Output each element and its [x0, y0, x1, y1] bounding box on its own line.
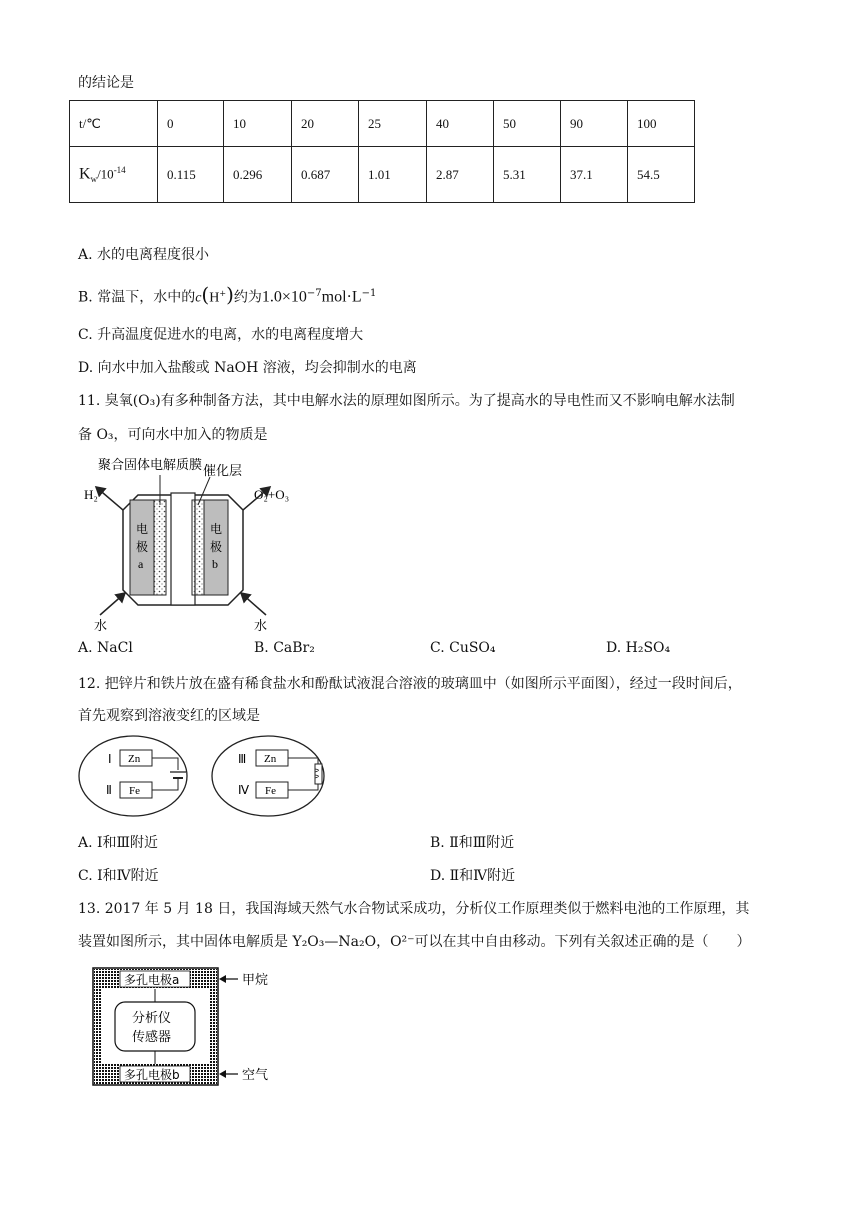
q13-stem-line2: 装置如图所示，其中固体电解质是 Y₂O₃—Na₂O，O²⁻可以在其中自由移动。下列有关叙述正确的是（ ）: [78, 934, 751, 950]
table-cell: 40: [427, 101, 494, 147]
table-cell: 50: [494, 101, 561, 147]
table-cell: 1.01: [359, 147, 427, 203]
q12-stem-line2: 首先观察到溶液变红的区域是: [78, 708, 260, 724]
resistor-symbol: [315, 764, 322, 784]
q11-stem-line2: 备 O₃，可向水中加入的物质是: [78, 427, 268, 443]
svg-text:b: b: [212, 557, 218, 571]
dish-right: [212, 736, 324, 816]
table-cell: 0.115: [158, 147, 224, 203]
intro-text: 的结论是: [78, 75, 134, 91]
q11-option-a: A. NaCl: [78, 640, 133, 656]
air-label: 空气: [242, 1068, 269, 1083]
membrane-label: 聚合固体电解质膜: [98, 458, 203, 473]
table-cell: 20: [292, 101, 359, 147]
svg-text:Ⅱ: Ⅱ: [106, 783, 112, 797]
q11-option-c: C. CuSO₄: [430, 640, 496, 656]
svg-text:Ⅲ: Ⅲ: [238, 752, 247, 766]
table-value-100: 54.5: [637, 166, 660, 182]
q11-option-d: D. H₂SO₄: [606, 640, 671, 656]
table-row-temperature: [70, 101, 695, 147]
table-cell: [628, 147, 695, 203]
svg-text:传感器: 传感器: [132, 1030, 172, 1045]
table-row-kw: [70, 147, 695, 203]
table-cell: 90: [561, 101, 628, 147]
catalyst-label: 催化层: [203, 464, 243, 479]
methane-label: 甲烷: [242, 973, 269, 988]
table-value-90: 37.1: [570, 166, 593, 182]
water-label-right: 水: [254, 619, 268, 634]
q12-option-a: A. Ⅰ和Ⅲ附近: [78, 835, 159, 851]
svg-text:a: a: [138, 557, 144, 571]
table-cell: [561, 147, 628, 203]
q13-stem-line1: 13. 2017 年 5 月 18 日，我国海域天然气水合物试采成功，分析仪工作原理类似于燃料电池的工作原理，其: [78, 901, 750, 917]
table-cell: 100: [628, 101, 695, 147]
membrane: [171, 493, 195, 605]
q12-option-c: C. Ⅰ和Ⅳ附近: [78, 868, 159, 884]
zinc-iron-figure: [78, 734, 348, 820]
svg-text:Ⅰ: Ⅰ: [108, 752, 112, 766]
table-cell: 25: [359, 101, 427, 147]
table-cell: 2.87: [427, 147, 494, 203]
option-c: C. 升高温度促进水的电离，水的电离程度增大: [78, 327, 364, 343]
water-label-left: 水: [94, 619, 108, 634]
table-cell: 5.31: [494, 147, 561, 203]
svg-text:多孔电极b: 多孔电极b: [124, 1068, 180, 1082]
table-cell: 10: [224, 101, 292, 147]
svg-text:Ⅳ: Ⅳ: [238, 783, 250, 797]
table-row-label-kw: $K_w/10^{-14}$: [70, 147, 158, 203]
table-cell: 0: [158, 101, 224, 147]
fuel-cell-figure: [90, 965, 290, 1090]
option-a: A. 水的电离程度很小: [78, 247, 210, 263]
q11-option-b: B. CaBr₂: [254, 640, 315, 656]
dish-left: [79, 736, 187, 816]
svg-text:Fe: Fe: [265, 785, 276, 797]
svg-text:电: 电: [136, 522, 149, 536]
svg-text:极: 极: [136, 540, 149, 554]
option-d: D. 向水中加入盐酸或 NaOH 溶液，均会抑制水的电离: [78, 360, 417, 376]
q12-option-d: D. Ⅱ和Ⅳ附近: [430, 868, 516, 884]
option-b: B. 常温下，水中的c(H+)约为$1.0\times 10^{-7}mol\cdot L^{-1}$: [78, 282, 377, 307]
q12-option-b: B. Ⅱ和Ⅲ附近: [430, 835, 515, 851]
table-cell: 0.687: [292, 147, 359, 203]
h2-label: H₂: [84, 487, 98, 502]
kw-table: [69, 100, 695, 203]
svg-text:极: 极: [210, 540, 223, 554]
svg-text:Zn: Zn: [128, 753, 141, 765]
svg-text:分析仪: 分析仪: [132, 1011, 172, 1026]
svg-text:Zn: Zn: [264, 753, 277, 765]
o2-o3-label: O₂+O₃: [254, 487, 290, 502]
table-header-cell: t/℃: [70, 101, 158, 147]
q11-stem-line1: 11. 臭氧(O₃)有多种制备方法，其中电解水法的原理如图所示。为了提高水的导电性而又不影响电解水法制: [78, 393, 735, 409]
svg-text:电: 电: [210, 522, 223, 536]
svg-text:Fe: Fe: [129, 785, 140, 797]
q12-stem-line1: 12. 把锌片和铁片放在盛有稀食盐水和酚酞试液混合溶液的玻璃皿中（如图所示平面图），经过一段时间后，: [78, 676, 742, 692]
table-cell: 0.296: [224, 147, 292, 203]
electrolysis-figure: [78, 455, 308, 635]
svg-text:多孔电极a: 多孔电极a: [124, 973, 180, 987]
